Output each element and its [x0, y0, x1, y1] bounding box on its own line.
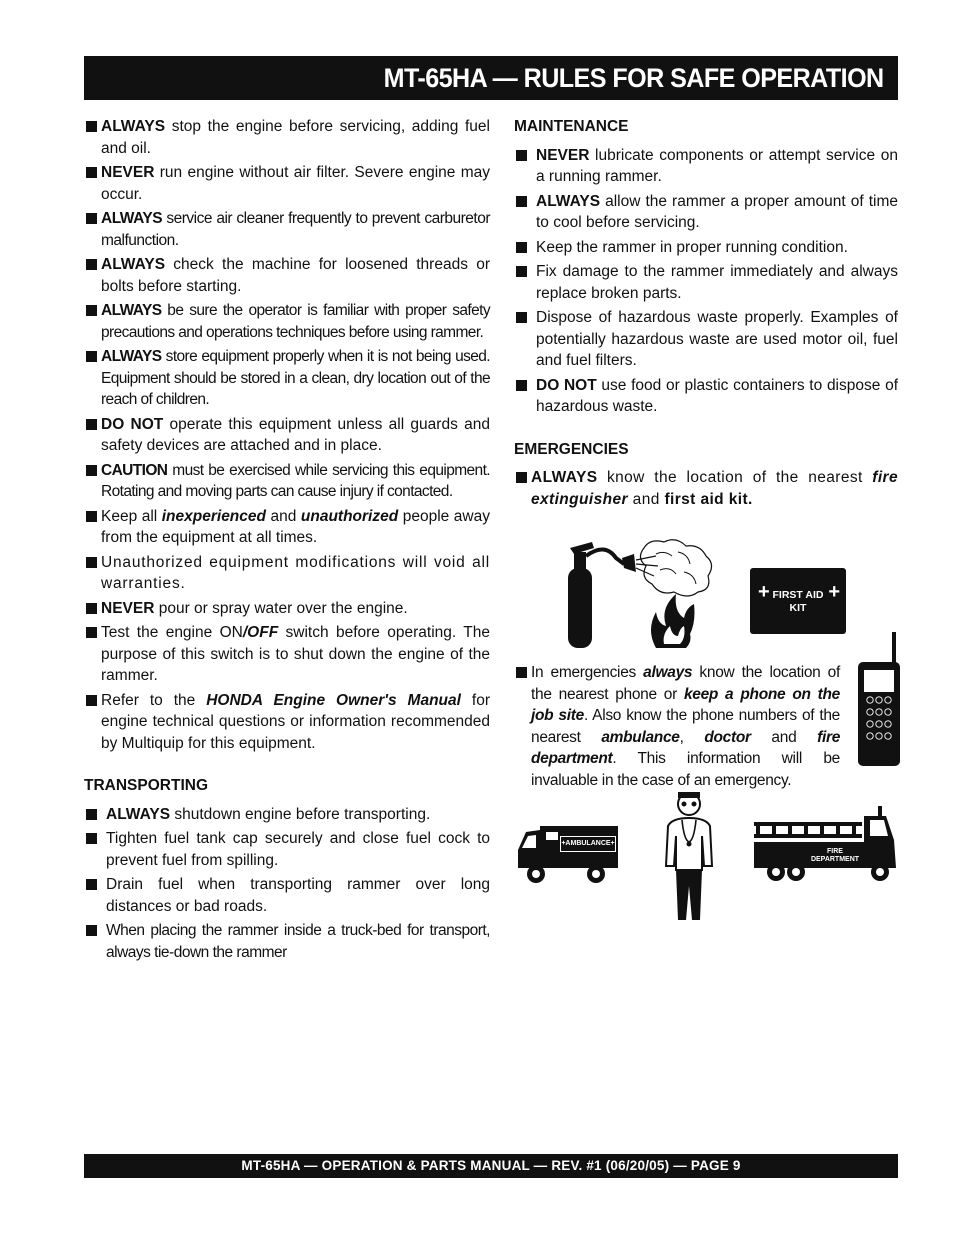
list-item: ALWAYS store equipment properly when it is not being used. Equipment should be stored in a clean, dry location out of the reach of children.	[84, 346, 490, 411]
section-title-emergencies: EMERGENCIES	[514, 440, 629, 458]
list-item: NEVER run engine without air filter. Severe engine may occur.	[84, 162, 490, 205]
mobile-phone-icon	[856, 632, 902, 768]
list-item: NEVER pour or spray water over the engine.	[84, 598, 490, 620]
right-column	[514, 116, 898, 513]
list-item: In emergencies always know the location of the nearest phone or keep a phone on the job site. Also know the phone numbers of the nearest ambulance, doctor and fire department. This information will be invaluable in the case of an emergency.	[514, 662, 840, 791]
list-item: ALWAYS be sure the operator is familiar with proper safety precautions and operations techniques before using rammer.	[84, 300, 490, 343]
doctor-icon	[662, 790, 716, 922]
list-item: Tighten fuel tank cap securely and close fuel cock to prevent fuel from spilling.	[84, 828, 490, 871]
list-item: When placing the rammer inside a truck-bed for transport, always tie-down the rammer	[84, 920, 490, 963]
list-item: Unauthorized equipment modifications will void all warranties.	[84, 552, 490, 595]
first-aid-kit-icon: + + FIRST AID KIT	[750, 568, 846, 634]
list-item: DO NOT operate this equipment unless all guards and safety devices are attached and in place.	[84, 414, 490, 457]
list-item: ALWAYS service air cleaner frequently to prevent carburetor malfunction.	[84, 208, 490, 251]
list-item: Test the engine ON/OFF switch before operating. The purpose of this switch is to shut down the engine of the rammer.	[84, 622, 490, 687]
emergency-phone-paragraph	[514, 662, 840, 794]
list-item: NEVER lubricate components or attempt service on a running rammer.	[514, 145, 898, 188]
page-footer	[84, 1154, 898, 1178]
list-item: ALWAYS allow the rammer a proper amount of time to cool before servicing.	[514, 191, 898, 234]
section-title-maintenance: MAINTENANCE	[514, 118, 629, 135]
fire-extinguisher-icon	[560, 538, 720, 650]
list-item: ALWAYS shutdown engine before transporting.	[84, 804, 490, 826]
list-item: Fix damage to the rammer immediately and always replace broken parts.	[514, 261, 898, 304]
list-item: ALWAYS know the location of the nearest fire extinguisher and first aid kit.	[514, 467, 898, 510]
footer-text: MT-65HA — OPERATION & PARTS MANUAL — REV. #1 (06/20/05) — PAGE 9	[241, 1158, 741, 1173]
ambulance-icon: +AMBULANCE+	[516, 822, 620, 888]
fire-truck-icon: FIRE DEPARTMENT	[752, 804, 902, 886]
list-item: DO NOT use food or plastic containers to dispose of hazardous waste.	[514, 375, 898, 418]
page-header	[84, 56, 898, 100]
list-item: Keep all inexperienced and unauthorized people away from the equipment at all times.	[84, 506, 490, 549]
list-item: ALWAYS stop the engine before servicing, adding fuel and oil.	[84, 116, 490, 159]
left-column	[84, 116, 490, 966]
list-item: CAUTION must be exercised while servicing this equipment. Rotating and moving parts can cause injury if contacted.	[84, 460, 490, 503]
list-item: Dispose of hazardous waste properly. Examples of potentially hazardous waste are used motor oil, fuel and fuel filters.	[514, 307, 898, 372]
list-item: Refer to the HONDA Engine Owner's Manual for engine technical questions or information recommended by Multiquip for this equipment.	[84, 690, 490, 755]
page-title: MT-65HA — RULES FOR SAFE OPERATION	[383, 63, 884, 93]
list-item: Drain fuel when transporting rammer over long distances or bad roads.	[84, 874, 490, 917]
list-item: ALWAYS check the machine for loosened threads or bolts before starting.	[84, 254, 490, 297]
section-title-transporting: TRANSPORTING	[84, 777, 208, 794]
list-item: Keep the rammer in proper running condition.	[514, 237, 898, 259]
